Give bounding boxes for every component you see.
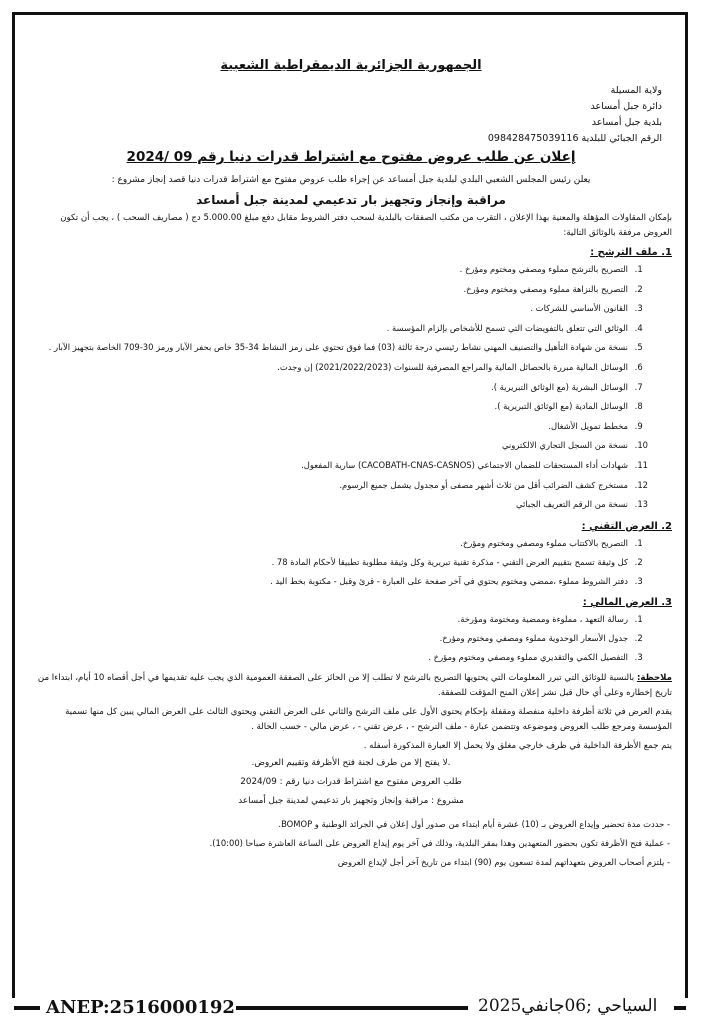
list-item: 2. كل وثيقة تسمح بتقييم العرض التقني - مذكرة تقنية تبريرية وكل وثيقة مطلوبة تطبيقا لأحكام المادة 78 . bbox=[30, 553, 632, 572]
announcement-intro: يعلن رئيس المجلس الشعبي البلدي لبلدية جبل أمساعد عن إجراء طلب عروض مفتوح مع اشتراط قدرات دنيا قصد إنجاز مشروع : bbox=[111, 175, 591, 185]
daira-line: دائرة جبل أمساعد bbox=[590, 101, 662, 112]
list-item: 13. نسخة من الرقم التعريف الجبائي bbox=[30, 495, 632, 515]
technical-list bbox=[30, 534, 672, 591]
list-item: 2. التصريح بالنزاهة مملوء ومصفي ومختوم ومؤرخ. bbox=[30, 280, 632, 300]
note-paragraph bbox=[30, 671, 672, 701]
republic-heading: الجمهورية الجزائرية الديمقراطية الشعبية bbox=[220, 58, 482, 73]
page-border-left bbox=[12, 12, 15, 998]
footer-rule bbox=[236, 1006, 468, 1010]
section-financial-title: 3. العرض المالي : bbox=[582, 596, 672, 608]
publication-date: السياحي ;06جانفي2025 bbox=[478, 996, 658, 1016]
conditions-list bbox=[30, 815, 672, 872]
section-technical-title: 2. العرض التقني : bbox=[581, 520, 672, 532]
list-item: 8. الوسائل المادية (مع الوثائق التبريرية ). bbox=[30, 397, 632, 417]
list-item: 3. القانون الأساسي للشركات . bbox=[30, 299, 632, 319]
tender-ref-line: طلب العروض مفتوح مع اشتراط قدرات دنيا رقم : 2024/09 bbox=[240, 776, 462, 787]
page-border-top bbox=[12, 12, 688, 15]
list-item: 9. مخطط تمويل الأشغال. bbox=[30, 417, 632, 437]
list-item: 5. نسخة من شهادة التأهيل والتصنيف المهني نشاط رئيسي درجة ثالثة (03) فما فوق تحتوي على رمز النشاط 34-35 خاص بحفر الآبار ورمز 30-709 الخاصة بتجهيز الآبار . bbox=[30, 338, 632, 358]
project-line: مشروع : مراقبة وإنجاز وتجهيز بار تدعيمي لمدينة جبل أمساعد bbox=[238, 795, 464, 806]
candidacy-list bbox=[30, 260, 672, 515]
footer-rule bbox=[674, 1006, 686, 1010]
list-item: 7. الوسائل البشرية (مع الوثائق التبريرية ). bbox=[30, 378, 632, 398]
note-text: بالنسبة للوثائق التي تبرر المعلومات التي يحتويها التصريح بالترشح لا تطلب إلا من الحائز على الصفقة العمومية الذي يجب عليه تقديمها في أجل أقصاه 10 أيام، ابتداءا من تاريخ إخطاره وعلى أي حال قبل نشر إعلان المنح المؤقت للصفقة. bbox=[37, 672, 672, 698]
list-item: - عملية فتح الأظرفة تكون بحضور المتعهدين وهذا بمقر البلدية، وذلك في آخر يوم إيداع العروض على الساعة العاشرة صباحا (10:00). bbox=[209, 837, 670, 848]
list-item: 12. مستخرج كشف الضرائب أقل من ثلاث أشهر مصفى أو مجدول يشمل جميع الرسوم. bbox=[30, 476, 632, 496]
list-item: 4. الوثائق التي تتعلق بالتفويضات التي تسمح للأشخاص بإلزام المؤسسة . bbox=[30, 319, 632, 339]
document-body bbox=[30, 40, 672, 984]
footer-rule bbox=[14, 1006, 40, 1010]
commune-line: بلدية جبل أمساعد bbox=[591, 117, 662, 128]
list-item: 3. دفتر الشروط مملوء ،ممضي ومختوم يحتوي في آخر صفحة على العبارة - قرئ وقبل - مكتوبة بخط اليد . bbox=[30, 572, 632, 591]
list-item: 10. نسخة من السجل التجاري الالكتروني bbox=[30, 436, 632, 456]
list-item: 2. جدول الأسعار الوحدوية مملوء ومصفي ومختوم ومؤرخ. bbox=[30, 629, 632, 648]
list-item: 1. التصريح بالترشح مملوء ومصفي ومختوم ومؤرخ . bbox=[30, 260, 632, 280]
anep-code: ANEP:2516000192 bbox=[46, 997, 235, 1018]
list-item: 3. التفصيل الكمي والتقديري مملوء ومصفي ومختوم ومؤرخ . bbox=[30, 648, 632, 667]
project-title: مراقبة وإنجاز وتجهيز بار تدعيمي لمدينة جبل أمساعد bbox=[196, 193, 506, 207]
section-candidacy-title: 1. ملف الترشح : bbox=[590, 247, 672, 258]
financial-list bbox=[30, 610, 672, 667]
list-item: 1. رسالة التعهد ، مملوءة وممضية ومختومة ومؤرخة. bbox=[30, 610, 632, 629]
envelopes-paragraph: يقدم العرض في ثلاثة أظرفة داخلية منفصلة ومقفلة بإحكام يحتوي الأول على ملف الترشح والثاني على العرض التقني ويحتوي الثالث على العرض المالي يبين كل منها تسمية المؤسسة ومرجع طلب العروض وموضوعه وتتضمن عبارة - ملف الترشح - ، عرض تقني - ، عرض مالي - حسب الحالة . bbox=[65, 706, 672, 732]
eligibility-paragraph: بإمكان المقاولات المؤهلة والمعنية بهذا الإعلان ، التقرب من مكتب الصفقات بالبلدية لسحب دفتر الشروط مقابل دفع مبلغ 5.000.00 دج ( مصاريف السحب ) ، يجب أن تكون العروض مرفقة بالوثائق التالية: bbox=[60, 213, 672, 238]
tax-id-line: الرقم الجبائي للبلدية 098428475039116 bbox=[487, 133, 662, 144]
page-border-right bbox=[685, 12, 688, 998]
open-only-line: .لا يفتح إلا من طرف لجنة فتح الأظرفة وتقييم العروض. bbox=[251, 757, 451, 768]
wilaya-line: ولاية المسيلة bbox=[610, 85, 662, 96]
list-item: - يلتزم أصحاب العروض بتعهداتهم لمدة تسعون يوم (90) ابتداء من تاريخ آخر أجل لإيداع العروض bbox=[337, 856, 670, 867]
list-item: 6. الوسائل المالية مبررة بالحصائل المالية والمراجع المصرفية للسنوات (2021/2022/2023) إن وجدت. bbox=[30, 358, 632, 378]
list-item: 1. التصريح بالاكتتاب مملوء ومصفي ومختوم ومؤرخ. bbox=[30, 534, 632, 553]
list-item: 11. شهادات أداء المستحقات للضمان الاجتماعي (CACOBATH-CNAS-CASNOS) سارية المفعول. bbox=[30, 456, 632, 476]
outer-envelope-line: يتم جمع الأظرفة الداخلية في ظرف خارجي مغلق ولا يحمل إلا العبارة المذكورة أسفله . bbox=[363, 740, 672, 751]
footer bbox=[14, 997, 688, 1019]
note-label: ملاحظة: bbox=[636, 672, 672, 683]
announcement-title: إعلان عن طلب عروض مفتوح مع اشتراط قدرات دنيا رقم 09 /2024 bbox=[126, 149, 576, 165]
authority-block bbox=[30, 83, 672, 147]
list-item: - حددت مدة تحضير وإيداع العروض بـ (10) عشرة أيام ابتداء من صدور أول إعلان في الجرائد الوطنية و BOMOP. bbox=[278, 818, 670, 829]
